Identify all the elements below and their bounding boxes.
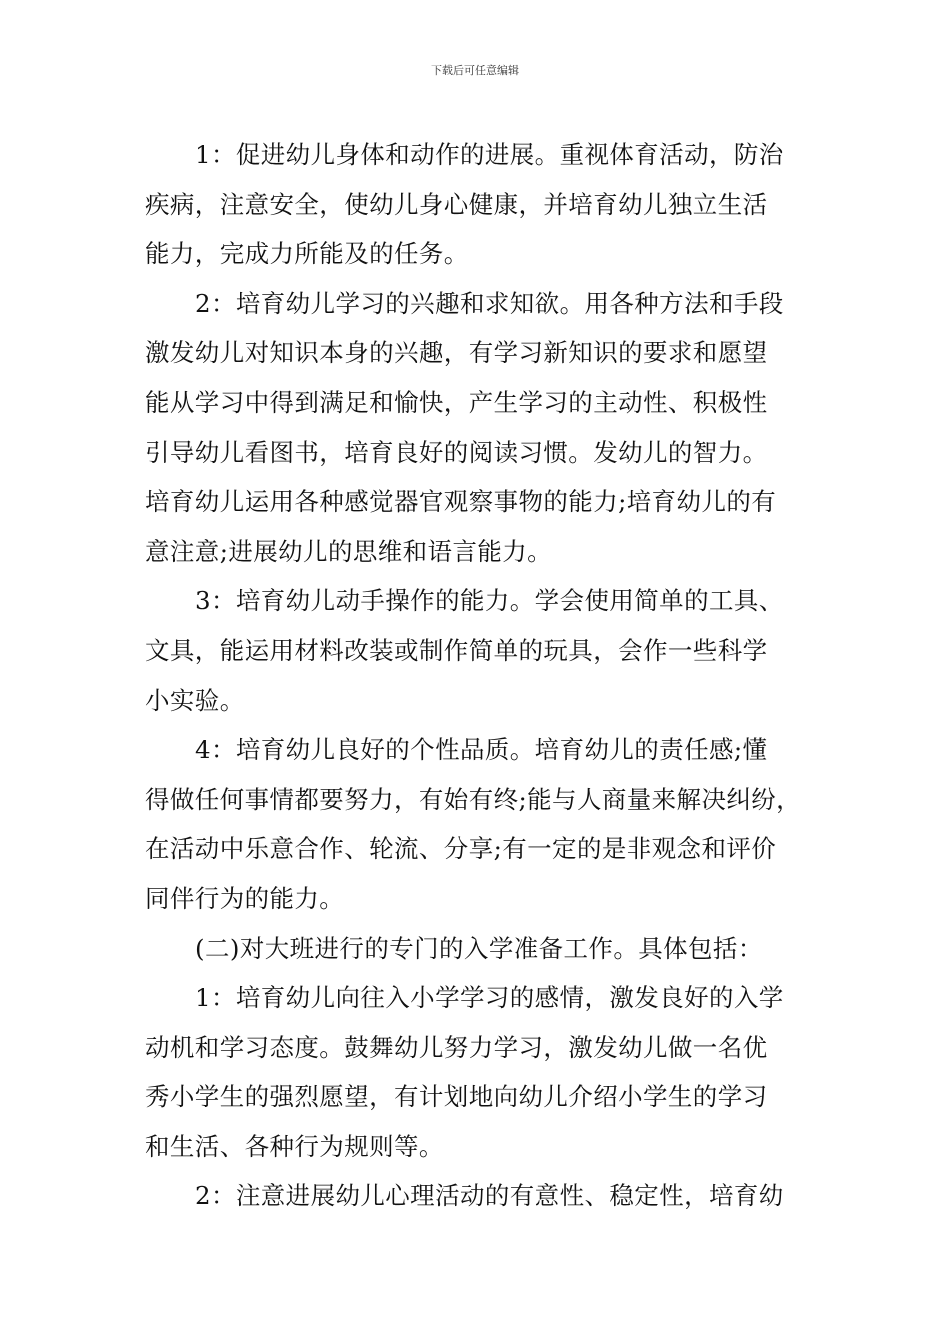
text-line: (二)对大班进行的专门的入学准备工作。具体包括：: [195, 933, 763, 963]
paragraph-4: [145, 725, 815, 923]
text-line: 能力，完成力所能及的任务。: [145, 239, 469, 269]
text-line: 文具，能运用材料改装或制作简单的玩具，会作一些科学: [145, 635, 768, 665]
text-line: 在活动中乐意合作、轮流、分享;有一定的是非观念和评价: [145, 834, 777, 864]
text-line: 引导幼儿看图书，培育良好的阅读习惯。发幼儿的智力。: [145, 437, 768, 467]
text-line: 同伴行为的能力。: [145, 883, 345, 913]
text-line: 3：培育幼儿动手操作的能力。学会使用简单的工具、: [195, 586, 784, 616]
text-line: 2：培育幼儿学习的兴趣和求知欲。用各种方法和手段: [195, 288, 784, 318]
text-line: 1：培育幼儿向往入小学学习的感情，激发良好的入学: [195, 983, 784, 1013]
text-line: 4：培育幼儿良好的个性品质。培育幼儿的责任感;懂: [195, 735, 768, 765]
text-line: 动机和学习态度。鼓舞幼儿努力学习，激发幼儿做一名优: [145, 1032, 768, 1062]
paragraph-6: [145, 1171, 815, 1221]
text-line: 意注意;进展幼儿的思维和语言能力。: [145, 536, 553, 566]
text-line: 小实验。: [145, 685, 245, 715]
paragraph-3: [145, 576, 815, 725]
paragraph-1: [145, 130, 815, 279]
text-line: 和生活、各种行为规则等。: [145, 1131, 444, 1161]
text-line: 疾病，注意安全，使幼儿身心健康，并培育幼儿独立生活: [145, 189, 768, 219]
paragraph-5: [145, 973, 815, 1171]
paragraph-2: [145, 279, 815, 577]
document-body: [145, 130, 815, 1221]
text-line: 得做任何事情都要努力，有始有终;能与人商量来解决纠纷，: [145, 784, 802, 814]
text-line: 秀小学生的强烈愿望，有计划地向幼儿介绍小学生的学习: [145, 1082, 768, 1112]
text-line: 能从学习中得到满足和愉快，产生学习的主动性、积极性: [145, 387, 768, 417]
text-line: 1：促进幼儿身体和动作的进展。重视体育活动，防治: [195, 140, 784, 169]
text-line: 培育幼儿运用各种感觉器官观察事物的能力;培育幼儿的有: [145, 487, 777, 517]
text-line: 2：注意进展幼儿心理活动的有意性、稳定性，培育幼: [195, 1181, 784, 1211]
page-header: 下载后可任意编辑: [431, 64, 519, 77]
text-line: 激发幼儿对知识本身的兴趣，有学习新知识的要求和愿望: [145, 338, 768, 368]
section-heading: [145, 924, 815, 974]
